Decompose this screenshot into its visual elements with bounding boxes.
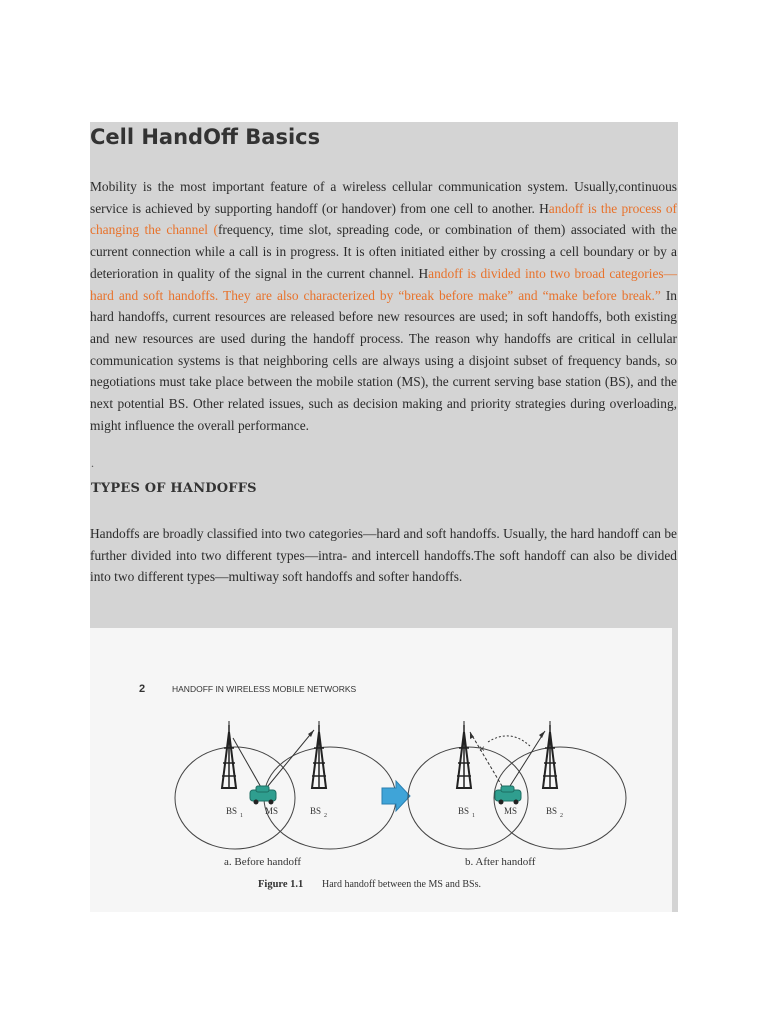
section-heading: TYPES OF HANDOFFS [91,481,257,496]
figure-caption-text: Hard handoff between the MS and BSs. [322,879,481,890]
link-line-right-bs2 [510,731,545,786]
handoff-figure [90,628,672,912]
figure-page-number: 2 [139,683,146,695]
figure-edge [672,628,678,912]
mobile-car-right [495,786,521,805]
intro-text-2: frequency, time slot, spreading code, or combination of them) associated with the current connection while a call is in progress. It is often initiated either by crossing a cell boundary or by a deterioration in quality of the signal in the current channel. H [90,222,677,281]
caption-before-handoff: a. Before handoff [224,856,302,868]
before-handoff-diagram [175,721,396,849]
broken-link-line [470,732,502,786]
label-bs1-right-sub: 1 [472,813,475,819]
tower-bs1-left [222,721,236,788]
figure-caption-label: Figure 1.1 [258,879,304,890]
cell-left-2 [264,747,396,849]
intro-text-3: In hard handoffs, current resources are released before new resources are used; in soft handoffs, both existing and new resources are used during the handoff process. The reason why handoffs are critical in cellular communication systems is that neighboring cells are always using a disjoint subset of frequency bands, so negotiations must take place between the mobile station (MS), the current serving base station (BS), and the next potential BS. Other related issues, such as decision making and priority strategies during overloading, might influence the overall performance. [90,287,677,433]
after-handoff-diagram [408,721,626,849]
label-ms-left: MS [265,806,279,816]
label-bs2-right: BS [546,806,558,816]
stray-dot: . [91,456,94,470]
label-bs1-right: BS [458,806,470,816]
caption-after-handoff: b. After handoff [465,856,536,868]
types-paragraph: Handoffs are broadly classified into two categories—hard and soft handoffs. Usually, the hard handoff can be further divided into two different types—intra- and intercell handoffs.The soft handoff can also be divided into two different types—multiway soft handoffs and softer handoffs. [90,526,677,585]
mobile-car-left [250,786,276,805]
tower-bs1-right [457,721,471,788]
handoff-curve [488,736,530,746]
handoff-diagram [90,628,672,912]
label-bs2-right-sub: 2 [560,813,563,819]
link-line-left-bs1 [233,738,262,789]
label-bs1-left-sub: 1 [240,813,243,819]
label-bs2-left-sub: 2 [324,813,327,819]
link-line-left-bs2 [268,730,314,786]
tower-bs2-right [543,721,557,788]
intro-paragraph [90,176,677,436]
intro-highlight-1: andoff is the process of changing the channel ( [90,200,677,238]
intro-text-1: Mobility is the most important feature of a wireless cellular communication system. Usually,continuous service is achieved by supporting handoff (or handover) from one cell to another. H [90,179,677,216]
page-title: Cell HandOff Basics [90,125,321,149]
transition-arrow-icon [382,781,410,811]
tower-bs2-left [312,721,326,788]
label-bs1-left: BS [226,806,238,816]
figure-running-head: HANDOFF IN WIRELESS MOBILE NETWORKS [172,684,357,694]
link-break-x-icon: × [479,744,485,755]
intro-highlight-2: andoff is divided into two broad categories— hard and soft handoffs. They are also characterized by “break before make” and “make before break.” [90,265,677,303]
label-ms-right: MS [504,806,518,816]
label-bs2-left: BS [310,806,322,816]
